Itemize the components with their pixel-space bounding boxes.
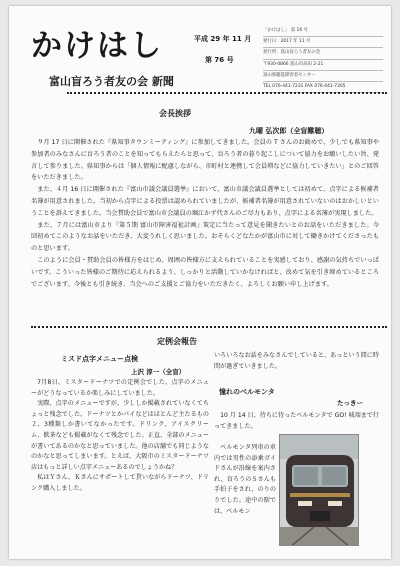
paragraph: 10 月 14 日、待ちに待ったベルモンタで GO! 城端まで行ってきました。 [214, 412, 379, 430]
meta-line: TEL 076-441-7231 FAX 076-441-7305 [263, 82, 383, 93]
paragraph: また、７月には富山市より『第５期 富山市障害福祉計画』策定に当たって意見を聞きたいとのお話をいただきました。今回初めてこのようなお話をいただき、大変うれしく思いました。おそらくどなたかが富山市に対して働きかけてくださったものと思います。 [31, 221, 379, 253]
meta-line: 「かけはし」 第 16 号 [263, 26, 383, 37]
mister-donut-heading: ミスド点字メニュー点検 [61, 355, 138, 363]
meta-line: 発行所：富山盲ろう者友の会 [263, 48, 383, 59]
newsletter-subtitle: 富山盲ろう者友の会 新聞 [49, 75, 174, 88]
paragraph: このように会員・賛助会員の皆様方をはじめ、周囲の皆様方に支えられていることを実感しており、感謝の気持ちでいっぱいです。こういった皆様のご期待に応えられるよう、しっかりと活動していかなければと、改めて気を引き締めているところでございます。今後とも引き続き、当会へのご支援とご協力をいただきたく、よろしくお願い申し上げます。 [31, 256, 379, 288]
greeting-author: 九曜 弘次郎（全盲難聴） [249, 127, 329, 135]
mister-donut-author: 上沢 淳一（全盲） [131, 368, 186, 376]
belmonte-body-top [214, 411, 379, 432]
paragraph: 7月8日、ミスタードーナツでの定例会でした。点字のメニューがどうなっているか楽しみにしていました。 [31, 379, 209, 397]
paragraph: 私はＹさん、Ｋさんにサポートして貰いながらドーナツ、ドリンク購入しました。 [31, 474, 209, 492]
divider [31, 326, 387, 328]
paragraph: 実際、点字のメニューですが、少ししか掲載されていなくてちょっと残念でした。ドーナツとかパイなどはほとんど主たるもの２、3種類しか書いてなかったです。ドリンク、アイスクリーム、飲茶なども掲載がなくて残念でした。正直、全部のメニューが書いてあるのかなと思っていました。他の店舗でも同じようなのかなと思ってしまいます。とえば、大阪市のミスタードーナツ店はもっと詳しい点字メニューあるのでしょうかね？ [31, 400, 209, 471]
mister-donut-body [31, 378, 209, 495]
meta-line: 〒930-0866 富山市高田 2-21 [263, 60, 383, 71]
issue-date: 平成 29 年 11 月 [194, 35, 252, 43]
belmonte-body-side [214, 443, 276, 517]
belmonte-heading: 憧れのベルモンタ [219, 388, 275, 396]
paragraph: また、４月 16 日に開催された『富山市議会議員選挙』において、富山市議会議員選挙としては初めて、点字による候補者名簿が用意されました。当初から点字による投票は認められていましたが、候補者名簿が用意されていないのはおかしいということを訴えてきました。当会賛助会員で富山市会議員の堀江かず代さんのご尽力もあり、点字による名簿が実現しました。 [31, 186, 379, 217]
report-heading: 定例会報告 [157, 337, 197, 346]
paragraph: ベルモンタ列車の車内では男性の添乗ガイドさんが沿線を案内され、盲ろうのＳさんも手拍子をされ、のりのりでした。途中の駅では、ベルモン [214, 444, 276, 515]
issue-number: 第 76 号 [205, 56, 234, 64]
train-photo [279, 434, 359, 546]
greeting-heading: 会長挨拶 [159, 109, 191, 118]
meta-line: 発行日：2017 年 11 月 [263, 37, 383, 48]
report-continued-text: いろいろなお話をみなさんでしていると、あっという間に時間が過ぎていきました。 [214, 352, 379, 370]
meta-line: 富山県聴覚障害者センター [263, 71, 383, 82]
newsletter-title: かけはし [31, 28, 163, 64]
train-image [280, 435, 359, 546]
newsletter-page [9, 6, 391, 559]
publisher-info [263, 26, 383, 93]
paragraph: ９月 17 日に開催された『県知事タウンミーティング』に参加してきました。会員の T さんのお勧めで、少しでも県知事や参加者のみなさんに盲ろう者のことを知ってもらえたらと思って、盲ろう者の暮り起こしについて協力をお願いしたい旨、発言して参りました。県知事からは「個人情報に配慮しながら、市町村と連携して会員増などに協力していきたい」とのご回答をいただきました。 [31, 139, 379, 182]
greeting-body [31, 137, 379, 290]
belmonte-author: たっきー [337, 399, 363, 407]
divider [67, 92, 387, 94]
